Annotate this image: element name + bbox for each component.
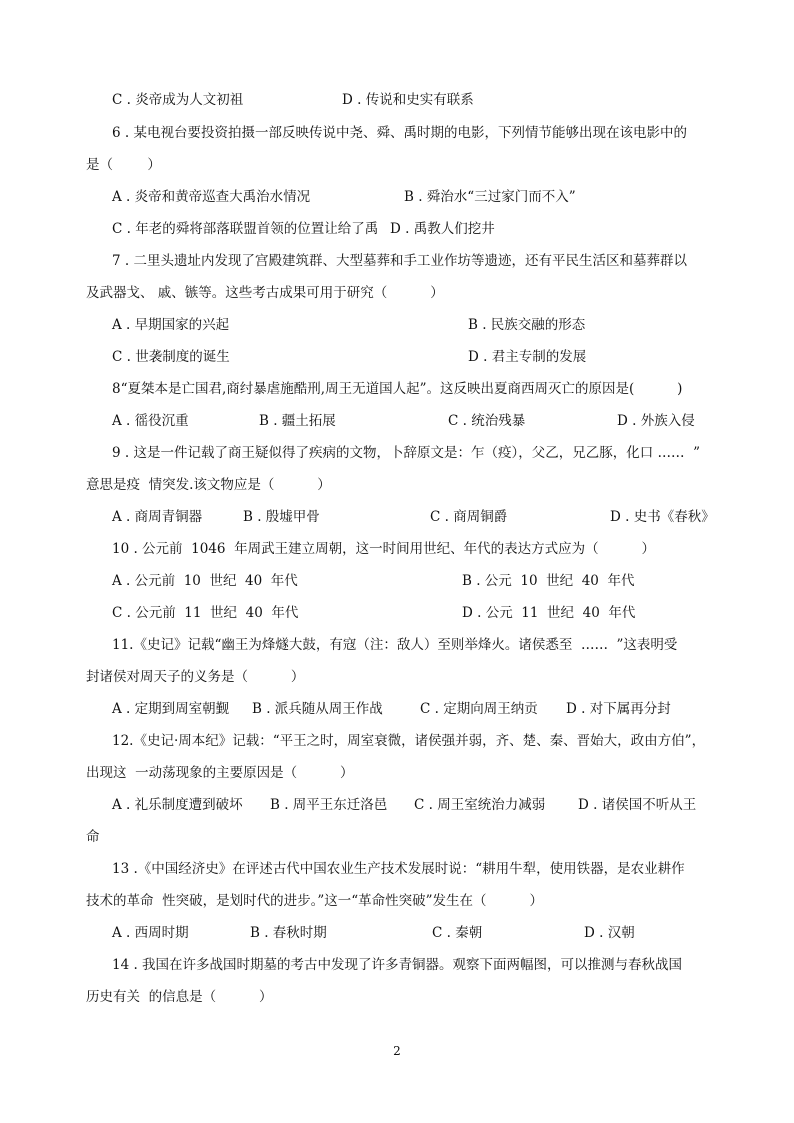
q7-option-a: A . 早期国家的兴起 — [112, 317, 230, 333]
q13-option-a: A . 西周时期 — [112, 925, 189, 941]
q11-option-d: D . 对下属再分封 — [566, 701, 671, 717]
q7-option-b: B . 民族交融的形态 — [468, 317, 586, 333]
q8-option-a: A . 徭役沉重 — [112, 413, 189, 429]
q10-option-a: A . 公元前 10 世纪 40 年代 — [112, 573, 298, 589]
q6-option-c: C . 年老的舜将部落联盟首领的位置让给了禹 — [112, 221, 379, 237]
q12-stem-line2: 出现这 一动荡现象的主要原因是（ ） — [86, 765, 354, 781]
q12-option-d-cont: 命 — [86, 829, 100, 845]
q14-stem-line1: 14 . 我国在许多战国时期墓的考古中发现了许多青铜器。观察下面两幅图，可以推测与春秋战国 — [112, 957, 683, 973]
q9-option-a: A . 商周青铜器 — [112, 509, 203, 525]
q12-option-a: A . 礼乐制度遭到破坏 — [112, 797, 243, 813]
q8-option-d: D . 外族入侵 — [617, 413, 695, 429]
page-number: 2 — [393, 1044, 401, 1058]
q5-option-d: D . 传说和史实有联系 — [342, 92, 474, 108]
q11-option-b: B . 派兵随从周王作战 — [252, 701, 383, 717]
q13-stem-line2: 技术的革命 性突破，是划时代的进步。”这一“革命性突破”发生在（ ） — [86, 893, 543, 909]
q12-option-b: B . 周平王东迁洛邑 — [270, 797, 388, 813]
q6-stem-line1: 6 . 某电视台要投资拍摄一部反映传说中尧、舜、禹时期的电影，下列情节能够出现在该电影中的 — [112, 125, 687, 141]
q9-stem-line2: 意思是疫 情突发.该文物应是（ ） — [86, 477, 331, 493]
q11-stem-line1: 11.《史记》记载“幽王为烽燧大鼓，有寇（注：敌人）至则举烽火。诸侯悉至 …… ”这表明受 — [112, 637, 678, 653]
q11-option-a: A . 定期到周室朝觐 — [112, 701, 230, 717]
q8-option-c: C . 统治残暴 — [448, 413, 526, 429]
q10-option-d: D . 公元 11 世纪 40 年代 — [462, 605, 636, 621]
q12-option-c: C . 周王室统治力减弱 — [414, 797, 546, 813]
q13-stem-line1: 13 .《中国经济史》在评述古代中国农业生产技术发展时说：“耕用牛犁，使用铁器，是农业耕作 — [112, 861, 685, 877]
q7-option-d: D . 君主专制的发展 — [468, 349, 587, 365]
q7-stem-line2: 及武器戈、 戚、镞等。这些考古成果可用于研究（ ） — [86, 285, 444, 301]
q7-stem-line1: 7 . 二里头遗址内发现了宫殿建筑群、大型墓葬和手工业作坊等遗迹，还有平民生活区和墓葬群以 — [112, 253, 687, 269]
q6-option-d: D . 禹教人们挖井 — [390, 221, 495, 237]
q11-stem-line2: 封诸侯对周天子的义务是（ ） — [86, 669, 305, 685]
q9-option-b: B . 殷墟甲骨 — [243, 509, 320, 525]
q10-stem-line1: 10 . 公元前 1046 年周武王建立周朝，这一时间用世纪、年代的表达方式应为（ ） — [112, 541, 655, 557]
q12-stem-line1: 12.《史记·周本纪》记载：“平王之时，周室衰微，诸侯强并弱，齐、楚、秦、晋始大，政由方伯”， — [112, 733, 706, 749]
q10-option-b: B . 公元 10 世纪 40 年代 — [462, 573, 635, 589]
q12-option-d: D . 诸侯国不听从王 — [578, 797, 697, 813]
q11-option-c: C . 定期向周王纳贡 — [420, 701, 538, 717]
q6-stem-line2: 是（ ） — [86, 157, 161, 173]
q9-option-c: C . 商周铜爵 — [430, 509, 508, 525]
q14-stem-line2: 历史有关 的信息是（ ） — [86, 989, 273, 1005]
q8-stem-line1: 8“夏桀本是亡国君,商纣暴虐施酷刑,周王无道国人起”。这反映出夏商西周灭亡的原因是( ) — [112, 381, 683, 397]
q9-option-d: D . 史书《春秋》 — [610, 509, 715, 525]
q7-option-c: C . 世袭制度的诞生 — [112, 349, 230, 365]
q6-option-a: A . 炎帝和黄帝巡查大禹治水情况 — [112, 189, 311, 205]
q9-stem-line1: 9 . 这是一件记载了商王疑似得了疾病的文物，卜辞原文是：乍（疫），父乙，兄乙豚，化口 …… ” — [112, 445, 700, 461]
q13-option-d: D . 汉朝 — [584, 925, 635, 941]
q13-option-c: C . 秦朝 — [432, 925, 483, 941]
q8-option-b: B . 疆土拓展 — [259, 413, 336, 429]
q13-option-b: B . 春秋时期 — [250, 925, 327, 941]
q10-option-c: C . 公元前 11 世纪 40 年代 — [112, 605, 299, 621]
q5-option-c: C . 炎帝成为人文初祖 — [112, 92, 244, 108]
q6-option-b: B . 舜治水“三过家门而不入” — [404, 189, 576, 205]
